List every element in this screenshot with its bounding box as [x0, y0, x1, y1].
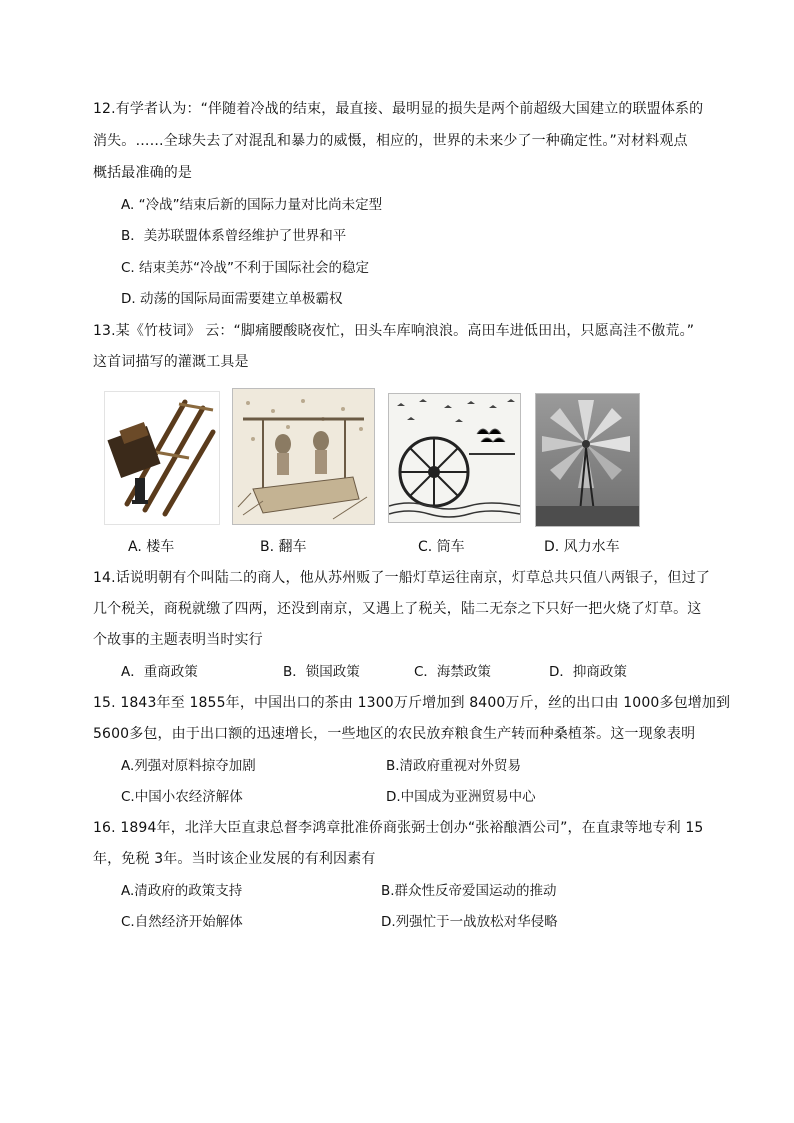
q14-stem-line3: 个故事的主题表明当时实行 — [93, 632, 263, 648]
q12-option-b: B．美苏联盟体系曾经维护了世界和平 — [121, 228, 347, 244]
q12-option-a: A. “冷战”结束后新的国际力量对比尚未定型 — [121, 197, 383, 213]
q13-stem-line1: 13.某《竹枝词》 云：“脚痛腰酸晓夜忙，田头车库响浪浪。高田车进低田出，只愿高洼不傲荒。” — [93, 323, 695, 339]
q14-option-c: C．海禁政策 — [414, 664, 491, 680]
q16-stem-line2: 年，免税 3年。当时该企业发展的有利因素有 — [93, 851, 376, 867]
q12-stem-line2: 消失。……全球失去了对混乱和暴力的威慑，相应的，世界的未来少了一种确定性。”对材料观点 — [93, 133, 688, 149]
q15-stem-line1: 15. 1843年至 1855年，中国出口的茶由 1300万斤增加到 8400万斤，丝的出口由 1000多包增加到 — [93, 695, 731, 711]
q14-stem-line2: 几个税关，商税就缴了四两，还没到南京，又遇上了税关，陆二无奈之下只好一把火烧了灯草。这 — [93, 601, 702, 617]
q16-option-b: B.群众性反帝爱国运动的推动 — [381, 883, 557, 899]
q15-option-b: B.清政府重视对外贸易 — [386, 758, 522, 774]
q13-stem-line2: 这首词描写的灌溉工具是 — [93, 354, 249, 370]
q12-stem-line3: 概括最准确的是 — [93, 165, 193, 181]
q12-option-c: C. 结束美苏“冷战”不利于国际社会的稳定 — [121, 260, 369, 276]
q16-stem-line1: 16. 1894年，北洋大臣直隶总督李鸿章批准侨商张弼士创办“张裕酿酒公司”，在直隶等地专利 15 — [93, 820, 704, 836]
q15-option-a: A.列强对原料掠夺加剧 — [121, 758, 256, 774]
wind-powered-water-wheel-illustration — [535, 393, 640, 527]
seed-drill-illustration — [104, 391, 220, 525]
noria-water-wheel-illustration — [388, 393, 521, 523]
figure-d-caption: D. 风力水车 — [544, 539, 620, 555]
figure-c-caption: C. 筒车 — [418, 539, 465, 555]
q14-option-a: A．重商政策 — [121, 664, 198, 680]
q16-option-c: C.自然经济开始解体 — [121, 914, 243, 930]
q14-stem-line1: 14.话说明朝有个叫陆二的商人，他从苏州贩了一船灯草运往南京，灯草总共只值八两银子，但过了 — [93, 570, 711, 586]
figure-b-caption: B. 翻车 — [260, 539, 307, 555]
q15-option-c: C.中国小农经济解体 — [121, 789, 243, 805]
q14-option-b: B．锁国政策 — [283, 664, 360, 680]
square-pallet-chain-pump-illustration — [232, 388, 375, 525]
q12-option-d: D. 动荡的国际局面需要建立单极霸权 — [121, 291, 343, 307]
q16-option-d: D.列强忙于一战放松对华侵略 — [381, 914, 558, 930]
q16-option-a: A.清政府的政策支持 — [121, 883, 243, 899]
q12-stem-line1: 12.有学者认为：“伴随着冷战的结束，最直接、最明显的损失是两个前超级大国建立的联盟体系的 — [93, 101, 704, 117]
q15-option-d: D.中国成为亚洲贸易中心 — [386, 789, 536, 805]
q15-stem-line2: 5600多包，由于出口额的迅速增长，一些地区的农民放弃粮食生产转而种桑植茶。这一现象表明 — [93, 726, 696, 742]
q14-option-d: D．抑商政策 — [549, 664, 627, 680]
figure-a-caption: A. 楼车 — [128, 539, 175, 555]
